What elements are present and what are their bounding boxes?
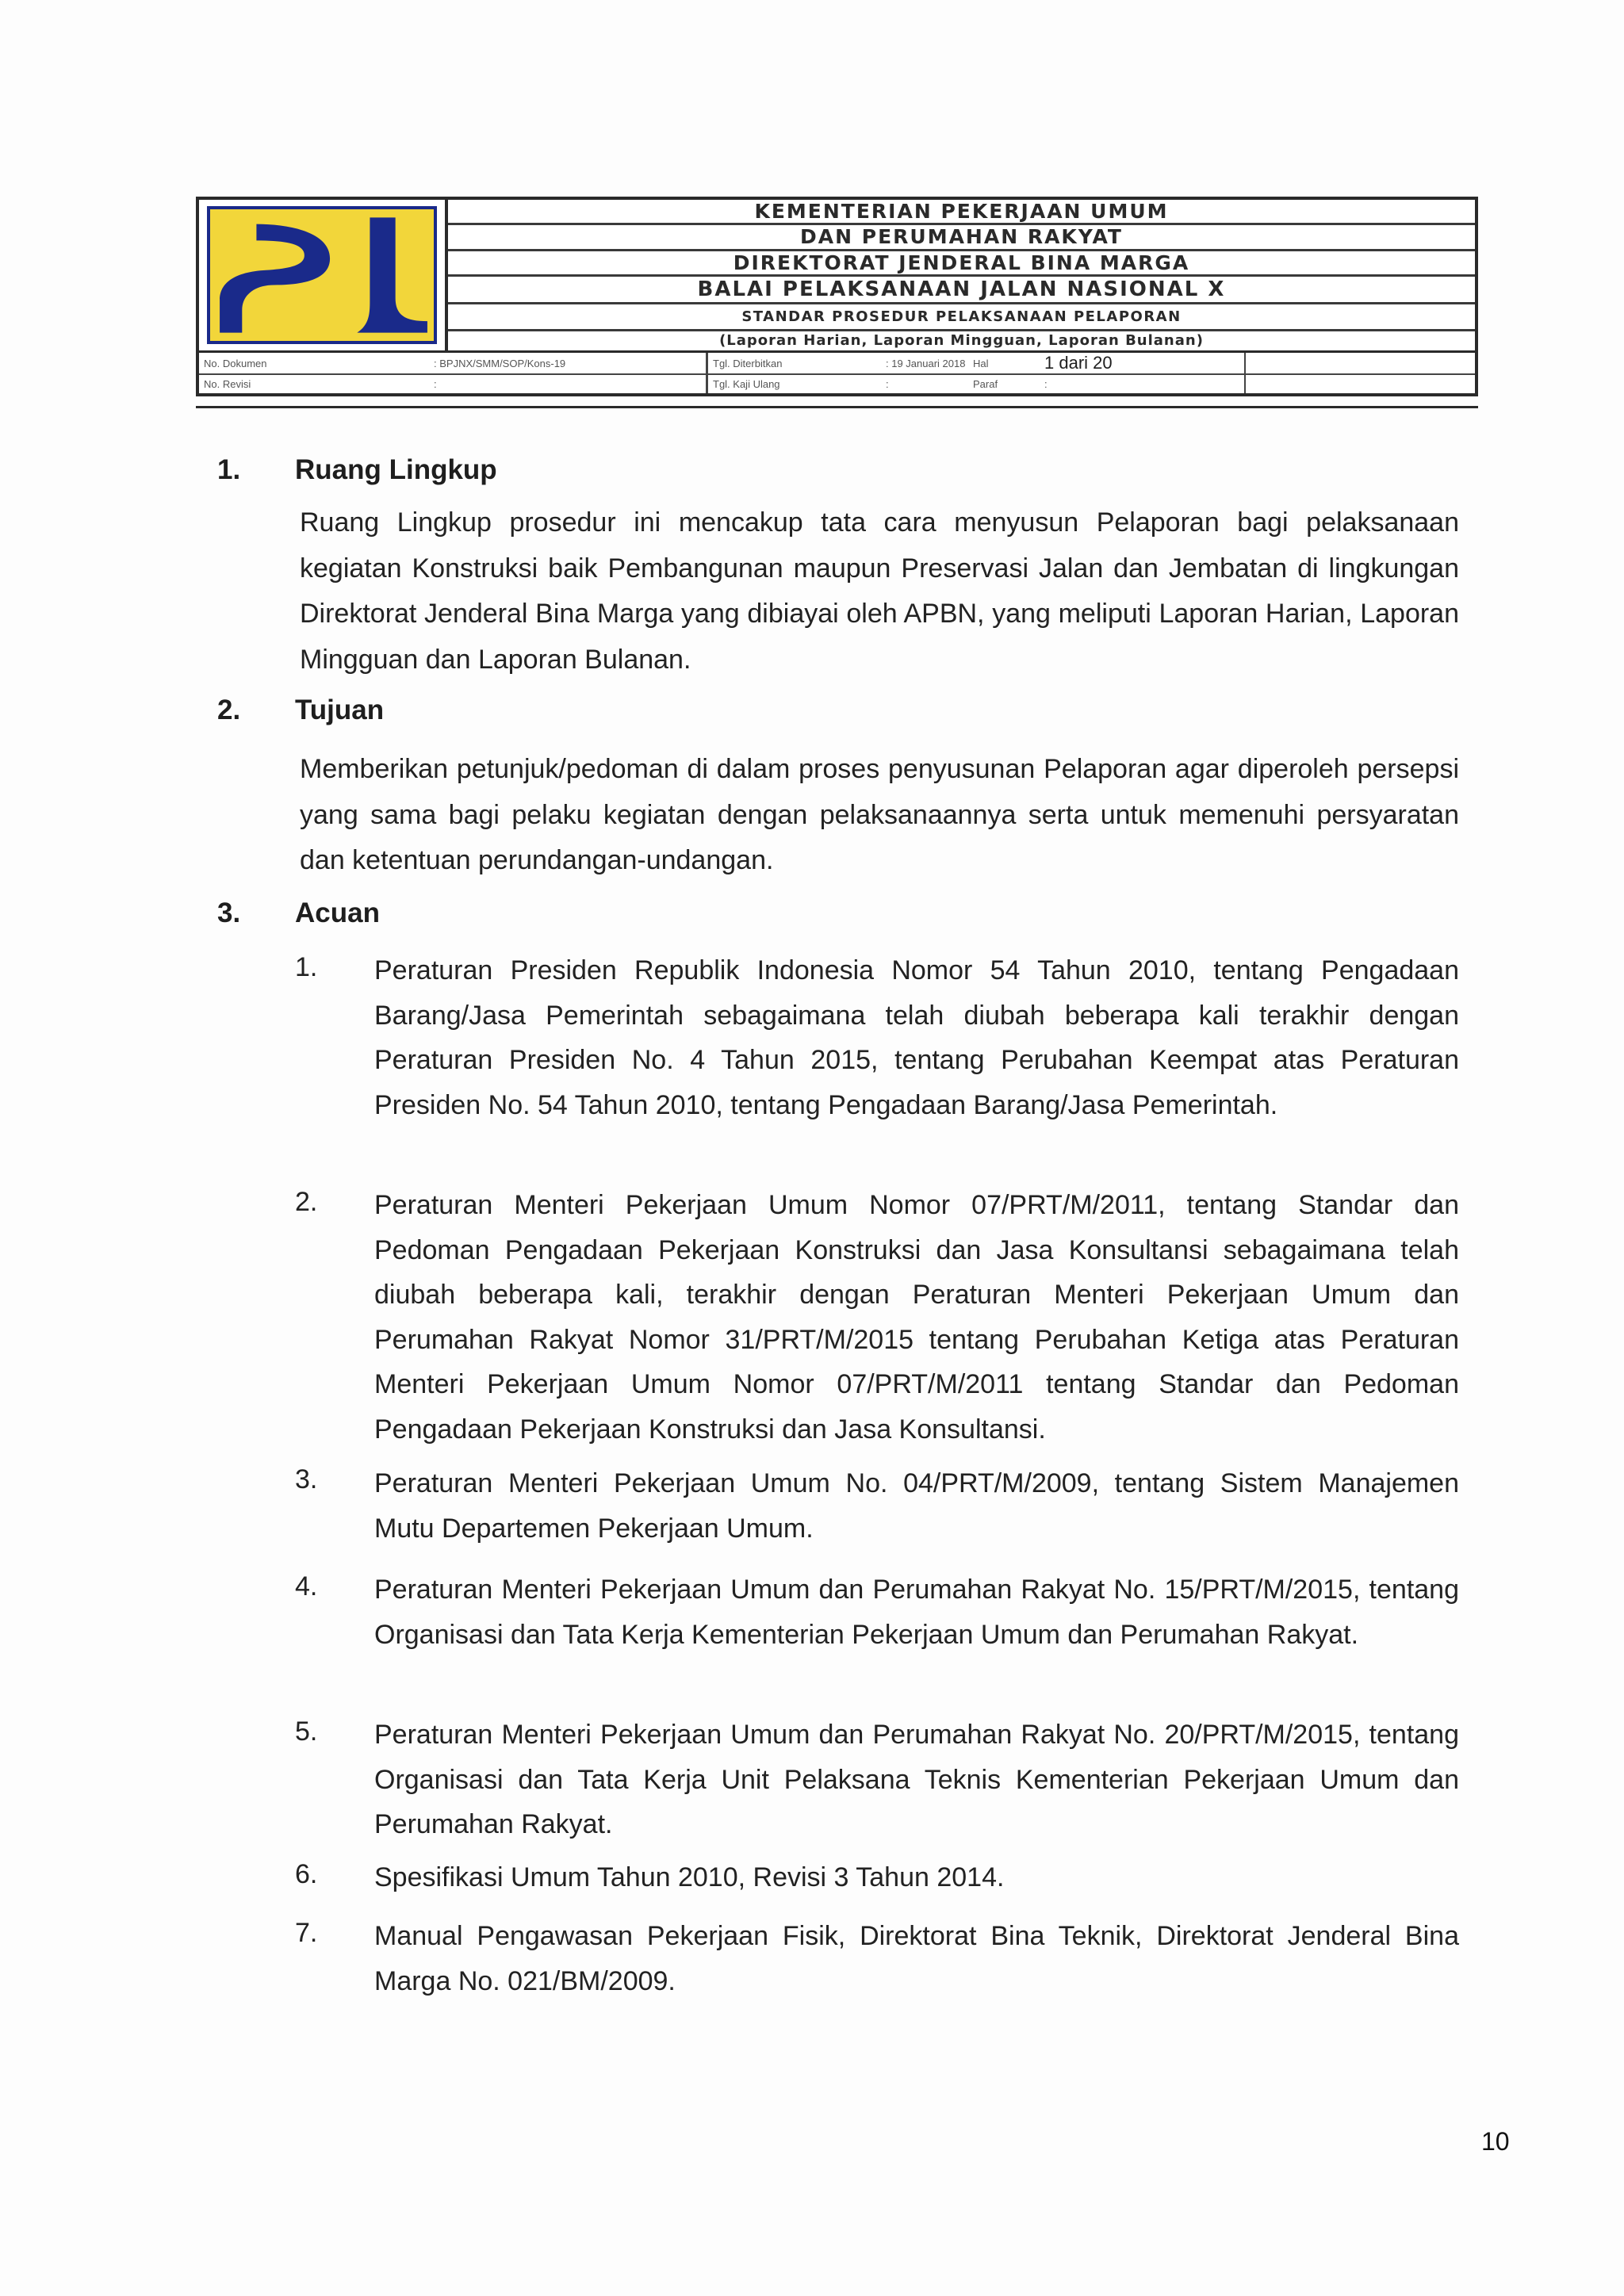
list-item-text: Peraturan Menteri Pekerjaan Umum Nomor 07/PRT/M/2011, tentang Standar dan Pedoman Pengadaan Pekerjaan Konstruksi dan Jasa Konsultansi sebagaimana telah diubah beberapa kali, terakhir dengan Peraturan Menteri Pekerjaan Umum dan Perumahan Rakyat Nomor 31/PRT/M/2015 tentang Perubahan Ketiga atas Peraturan Menteri Pekerjaan Umum Nomor 07/PRT/M/2011 tentang Standar dan Pedoman Pengadaan Pekerjaan Konstruksi dan Jasa Konsultansi.	[374, 1190, 1459, 1445]
logo-cell	[199, 200, 448, 350]
section-number: 2.	[217, 695, 241, 725]
section-title-1: Ruang Lingkup	[295, 454, 497, 485]
header-title-line-3: DIREKTORAT JENDERAL BINA MARGA	[448, 251, 1475, 277]
section-2-body: Memberikan petunjuk/pedoman di dalam proses penyusunan Pelaporan agar diperoleh persepsi yang sama bagi pelaku kegiatan dengan pelaksanaannya serta untuk memenuhi persyaratan dan ketentuan perundangan-undangan.	[300, 754, 1459, 875]
meta-empty	[1246, 375, 1475, 393]
header-top	[199, 200, 1475, 353]
meta-empty	[1246, 353, 1475, 373]
header-meta	[199, 353, 1475, 393]
section-number: 1.	[217, 454, 241, 485]
meta-label: No. Revisi	[204, 378, 251, 390]
page-count-value: 1 dari 20	[1040, 353, 1246, 373]
meta-label: Paraf	[973, 378, 998, 390]
meta-row-2	[199, 375, 1475, 393]
header-title-line-5: STANDAR PROSEDUR PELAKSANAAN PELAPORAN	[448, 304, 1475, 331]
list-item-text: Manual Pengawasan Pekerjaan Fisik, Direktorat Bina Teknik, Direktorat Jenderal Bina Marga No. 021/BM/2009.	[374, 1921, 1459, 1996]
meta-value: :	[886, 378, 889, 390]
list-item-number: 2.	[295, 1187, 318, 1217]
list-item-text: Peraturan Menteri Pekerjaan Umum dan Perumahan Rakyat No. 20/PRT/M/2015, tentang Organisasi dan Tata Kerja Unit Pelaksana Teknis Kementerian Pekerjaan Umum dan Perumahan Rakyat.	[374, 1720, 1459, 1839]
meta-label: No. Dokumen	[204, 357, 267, 369]
section-number: 3.	[217, 897, 241, 928]
section-1-body: Ruang Lingkup prosedur ini mencakup tata cara menyusun Pelaporan bagi pelaksanaan kegiatan Konstruksi baik Pembangunan maupun Preservasi Jalan dan Jembatan di lingkungan Direktorat Jenderal Bina Marga yang dibiayai oleh APBN, yang meliputi Laporan Harian, Laporan Mingguan dan Laporan Bulanan.	[300, 507, 1459, 675]
header-title-line-2: DAN PERUMAHAN RAKYAT	[448, 225, 1475, 251]
meta-value: :	[429, 375, 708, 393]
header-title-line-4: BALAI PELAKSANAAN JALAN NASIONAL X	[448, 277, 1475, 304]
meta-label: Tgl. Diterbitkan	[713, 357, 783, 369]
list-item-number: 6.	[295, 1859, 318, 1889]
header-divider	[196, 406, 1478, 408]
ministry-logo-icon	[210, 209, 434, 341]
meta-label: Hal	[973, 357, 989, 369]
meta-value: : BPJNX/SMM/SOP/Kons-19	[429, 353, 708, 373]
list-item-number: 3.	[295, 1464, 318, 1494]
meta-label: Tgl. Kaji Ulang	[713, 378, 780, 390]
header-title-line-6: (Laporan Harian, Laporan Mingguan, Laporan Bulanan)	[719, 332, 1204, 350]
meta-value: :	[1040, 375, 1246, 393]
list-item-text: Peraturan Menteri Pekerjaan Umum dan Perumahan Rakyat No. 15/PRT/M/2015, tentang Organisasi dan Tata Kerja Kementerian Pekerjaan Umum dan Perumahan Rakyat.	[374, 1575, 1459, 1650]
list-item-number: 1.	[295, 952, 318, 982]
list-item-text: Spesifikasi Umum Tahun 2010, Revisi 3 Tahun 2014.	[374, 1862, 1005, 1892]
list-item-number: 4.	[295, 1571, 318, 1601]
list-item-number: 7.	[295, 1918, 318, 1948]
list-item-number: 5.	[295, 1716, 318, 1747]
list-item-text: Peraturan Menteri Pekerjaan Umum No. 04/PRT/M/2009, tentang Sistem Manajemen Mutu Departemen Pekerjaan Umum.	[374, 1468, 1459, 1544]
section-title-2: Tujuan	[295, 695, 385, 725]
section-title-3: Acuan	[295, 897, 380, 928]
list-item-text: Peraturan Presiden Republik Indonesia Nomor 54 Tahun 2010, tentang Pengadaan Barang/Jasa Pemerintah sebagaimana telah diubah beberapa kali terakhir dengan Peraturan Presiden No. 4 Tahun 2015, tentang Perubahan Keempat atas Peraturan Presiden No. 54 Tahun 2010, tentang Pengadaan Barang/Jasa Pemerintah.	[374, 955, 1459, 1120]
meta-value: : 19 Januari 2018	[886, 357, 966, 369]
page-number: 10	[1481, 2127, 1510, 2156]
header-title-line-1: KEMENTERIAN PEKERJAAN UMUM	[448, 200, 1475, 225]
document-header	[196, 197, 1478, 396]
meta-row-1	[199, 353, 1475, 375]
header-titles	[448, 200, 1475, 350]
ministry-logo	[207, 206, 437, 344]
